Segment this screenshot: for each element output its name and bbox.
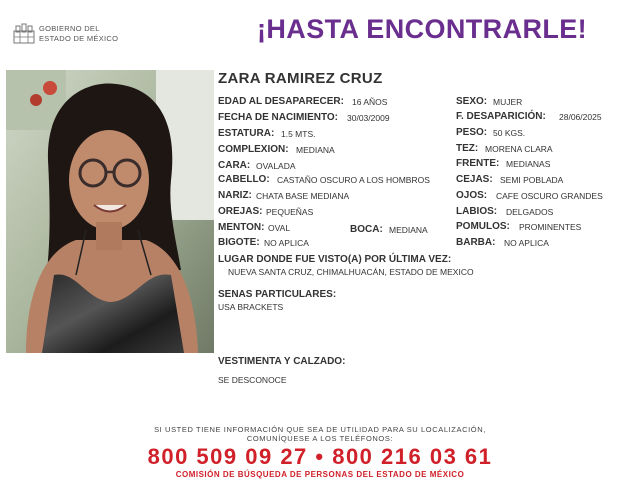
boca-label: BOCA: — [350, 224, 383, 235]
nacimiento-label: FECHA DE NACIMIENTO: — [218, 112, 338, 123]
nariz-label: NARIZ: — [218, 190, 252, 201]
estatura-label: ESTATURA: — [218, 128, 275, 139]
edad-value: 16 AÑOS — [352, 97, 388, 107]
tez-value: MORENA CLARA — [485, 144, 553, 154]
last-seen-value: NUEVA SANTA CRUZ, CHIMALHUACÁN, ESTADO DE MEXICO — [228, 267, 474, 277]
barba-label: BARBA: — [456, 237, 496, 248]
cejas-value: SEMI POBLADA — [500, 175, 564, 185]
pomulos-label: POMULOS: — [456, 221, 510, 232]
complexion-label: COMPLEXION: — [218, 144, 289, 155]
complexion-value: MEDIANA — [296, 145, 335, 155]
marks-value: USA BRACKETS — [218, 302, 284, 312]
tez-label: TEZ: — [456, 143, 479, 154]
nacimiento-value: 30/03/2009 — [347, 113, 390, 123]
nariz-value: CHATA BASE MEDIANA — [256, 191, 350, 201]
cara-label: CARA: — [218, 160, 251, 171]
bigote-value: NO APLICA — [264, 238, 309, 248]
cabello-value: CASTAÑO OSCURO A LOS HOMBROS — [277, 175, 430, 185]
labios-label: LABIOS: — [456, 206, 498, 217]
frente-label: FRENTE: — [456, 158, 500, 169]
bigote-label: BIGOTE: — [218, 237, 260, 248]
headline: ¡HASTA ENCONTRARLE! — [257, 14, 588, 44]
estatura-value: 1.5 MTS. — [281, 129, 316, 139]
clothing-value: SE DESCONOCE — [218, 375, 287, 385]
boca-value: MEDIANA — [389, 225, 428, 235]
orejas-value: PEQUEÑAS — [266, 207, 314, 217]
frente-value: MEDIANAS — [506, 159, 551, 169]
logo-text-line2: ESTADO DE MÉXICO — [39, 34, 119, 43]
clothing-label: VESTIMENTA Y CALZADO: — [218, 356, 346, 367]
orejas-label: OREJAS: — [218, 206, 263, 217]
menton-value: OVAL — [268, 223, 291, 233]
barba-value: NO APLICA — [504, 238, 549, 248]
ojos-label: OJOS: — [456, 190, 488, 201]
marks-label: SENAS PARTICULARES: — [218, 289, 337, 300]
peso-label: PESO: — [456, 127, 488, 138]
labios-value: DELGADOS — [506, 207, 554, 217]
portrait-illustration — [6, 70, 214, 353]
last-seen-label: LUGAR DONDE FUE VISTO(A) POR ÚLTIMA VEZ: — [218, 254, 452, 265]
desaparicion-value: 28/06/2025 — [559, 112, 602, 122]
government-logo — [12, 22, 132, 48]
cara-value: OVALADA — [256, 161, 296, 171]
desaparicion-label: F. DESAPARICIÓN: — [456, 111, 546, 122]
cabello-label: CABELLO: — [218, 174, 270, 185]
sexo-label: SEXO: — [456, 96, 488, 107]
peso-value: 50 KGS. — [493, 128, 526, 138]
sexo-value: MUJER — [493, 97, 523, 107]
edad-label: EDAD AL DESAPARECER: — [218, 96, 344, 107]
commission-name: COMISIÓN DE BÚSQUEDA DE PERSONAS DEL ESTADO DE MÉXICO — [175, 470, 465, 479]
contact-phones: 800 509 09 27 • 800 216 03 61 — [147, 444, 493, 469]
contact-note-line1: SI USTED TIENE INFORMACIÓN QUE SEA DE UTILIDAD PARA SU LOCALIZACIÓN, — [154, 425, 486, 434]
pomulos-value: PROMINENTES — [519, 222, 582, 232]
menton-label: MENTON: — [218, 222, 265, 233]
missing-person-photo — [6, 70, 214, 353]
contact-note-line2: COMUNÍQUESE A LOS TELÉFONOS: — [246, 434, 394, 443]
logo-text-line1: GOBIERNO DEL — [39, 24, 100, 33]
state-emblem-icon — [12, 22, 36, 46]
person-name: ZARA RAMIREZ CRUZ — [218, 70, 383, 87]
cejas-label: CEJAS: — [456, 174, 493, 185]
ojos-value: CAFE OSCURO GRANDES — [496, 191, 603, 201]
